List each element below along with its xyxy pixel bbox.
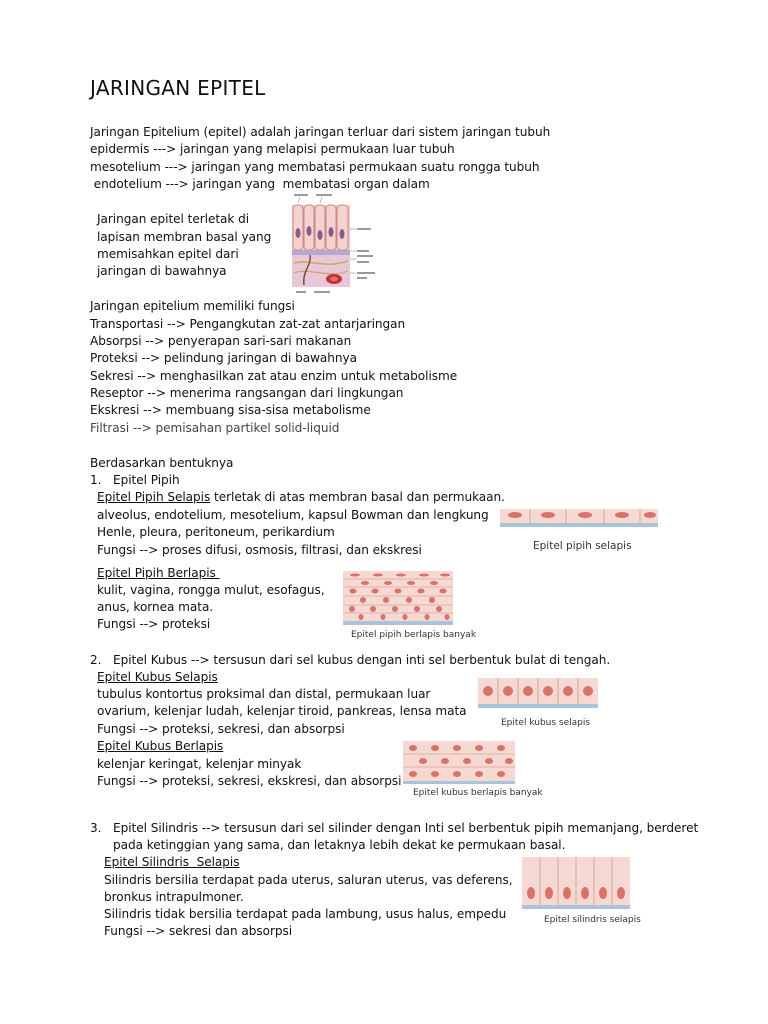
- subtype-title: Epitel Pipih Berlapis: [97, 566, 220, 580]
- subtype-line: Silindris tidak bersilia terdapat pada lambung, usus halus, empedu: [104, 907, 507, 921]
- function-item: Transportasi --> Pengangkutan zat-zat antarjaringan: [90, 317, 406, 331]
- functions-heading: Jaringan epitelium memiliki fungsi: [90, 299, 295, 313]
- subtype-line: kelenjar keringat, kelenjar minyak: [97, 757, 302, 771]
- function-item: Filtrasi --> pemisahan partikel solid-liquid: [90, 421, 340, 435]
- figure-caption: Epitel silindris selapis: [544, 915, 641, 925]
- location-line: Jaringan epitel terletak di: [97, 212, 250, 226]
- page-title: JARINGAN EPITEL: [90, 76, 266, 100]
- subtype-line: Fungsi --> proses difusi, osmosis, filtrasi, dan ekskresi: [97, 543, 422, 557]
- subtype-line: Silindris bersilia terdapat pada uterus, saluran uterus, vas deferens,: [104, 873, 513, 887]
- subtype-title: Epitel Silindris Selapis: [104, 855, 240, 869]
- figure-caption: Epitel kubus berlapis banyak: [413, 788, 543, 798]
- figure-caption: Epitel pipih berlapis banyak: [351, 630, 477, 640]
- subtype-line: alveolus, endotelium, mesotelium, kapsul Bowman dan lengkung: [97, 508, 489, 522]
- intro-line: epidermis ---> jaringan yang melapisi permukaan luar tubuh: [90, 142, 455, 156]
- subtype-desc: terletak di atas membran basal dan permukaan.: [210, 490, 505, 504]
- subtype-line: kulit, vagina, rongga mulut, esofagus,: [97, 583, 325, 597]
- intro-line: Jaringan Epitelium (epitel) adalah jaringan terluar dari sistem jaringan tubuh: [90, 125, 551, 139]
- section-number: 2.: [90, 653, 102, 667]
- subtype-line: Fungsi --> proteksi, sekresi, ekskresi, dan absorpsi: [97, 774, 402, 788]
- simple-columnar-diagram: [522, 855, 630, 911]
- subtype-line: ovarium, kelenjar ludah, kelenjar tiroid, pankreas, lensa mata: [97, 704, 467, 718]
- function-item: Ekskresi --> membuang sisa-sisa metabolisme: [90, 403, 371, 417]
- function-item: Reseptor --> menerima rangsangan dari lingkungan: [90, 386, 404, 400]
- section-heading-cont: pada ketinggian yang sama, dan letaknya lebih dekat ke permukaan basal.: [113, 838, 566, 852]
- function-item: Proteksi --> pelindung jaringan di bawahnya: [90, 351, 357, 365]
- section-heading: Epitel Pipih: [113, 473, 180, 487]
- section-heading: Epitel Kubus --> tersusun dari sel kubus dengan inti sel berbentuk bulat di tengah.: [113, 653, 611, 667]
- location-line: jaringan di bawahnya: [97, 264, 227, 278]
- subtype-line: bronkus intrapulmoner.: [104, 890, 244, 904]
- section-number: 1.: [90, 473, 102, 487]
- intro-line: mesotelium ---> jaringan yang membatasi permukaan suatu rongga tubuh: [90, 160, 540, 174]
- function-item: Sekresi --> menghasilkan zat atau enzim untuk metabolisme: [90, 369, 458, 383]
- figure-caption: Epitel kubus selapis: [501, 718, 591, 728]
- subtype-line: tubulus kontortus proksimal dan distal, permukaan luar: [97, 687, 431, 701]
- subtype-title: Epitel Pipih Selapis: [97, 490, 211, 504]
- subtype-line: Fungsi --> proteksi, sekresi, dan absorpsi: [97, 722, 345, 736]
- shape-heading: Berdasarkan bentuknya: [90, 456, 234, 470]
- subtype-line: Fungsi --> proteksi: [97, 617, 211, 631]
- simple-cuboidal-diagram: [478, 676, 598, 710]
- section-number: 3.: [90, 821, 102, 835]
- subtype-line: anus, kornea mata.: [97, 600, 214, 614]
- subtype-title: Epitel Kubus Selapis: [97, 670, 218, 684]
- section-heading: Epitel Silindris --> tersusun dari sel silinder dengan Inti sel berbentuk pipih memanjang, berderet: [113, 821, 699, 835]
- epithelium-diagram: [290, 193, 386, 299]
- intro-line: endotelium ---> jaringan yang membatasi organ dalam: [90, 177, 430, 191]
- stratified-cuboidal-diagram: [403, 741, 515, 785]
- subtype-line: Fungsi --> sekresi dan absorpsi: [104, 924, 293, 938]
- location-line: lapisan membran basal yang: [97, 230, 272, 244]
- subtype-line: Henle, pleura, peritoneum, perikardium: [97, 525, 335, 539]
- function-item: Absorpsi --> penyerapan sari-sari makanan: [90, 334, 352, 348]
- subtype-title: Epitel Kubus Berlapis: [97, 739, 224, 753]
- stratified-squamous-diagram: [343, 571, 453, 627]
- simple-squamous-diagram: [500, 499, 658, 533]
- location-line: memisahkan epitel dari: [97, 247, 239, 261]
- figure-caption: Epitel pipih selapis: [533, 540, 632, 552]
